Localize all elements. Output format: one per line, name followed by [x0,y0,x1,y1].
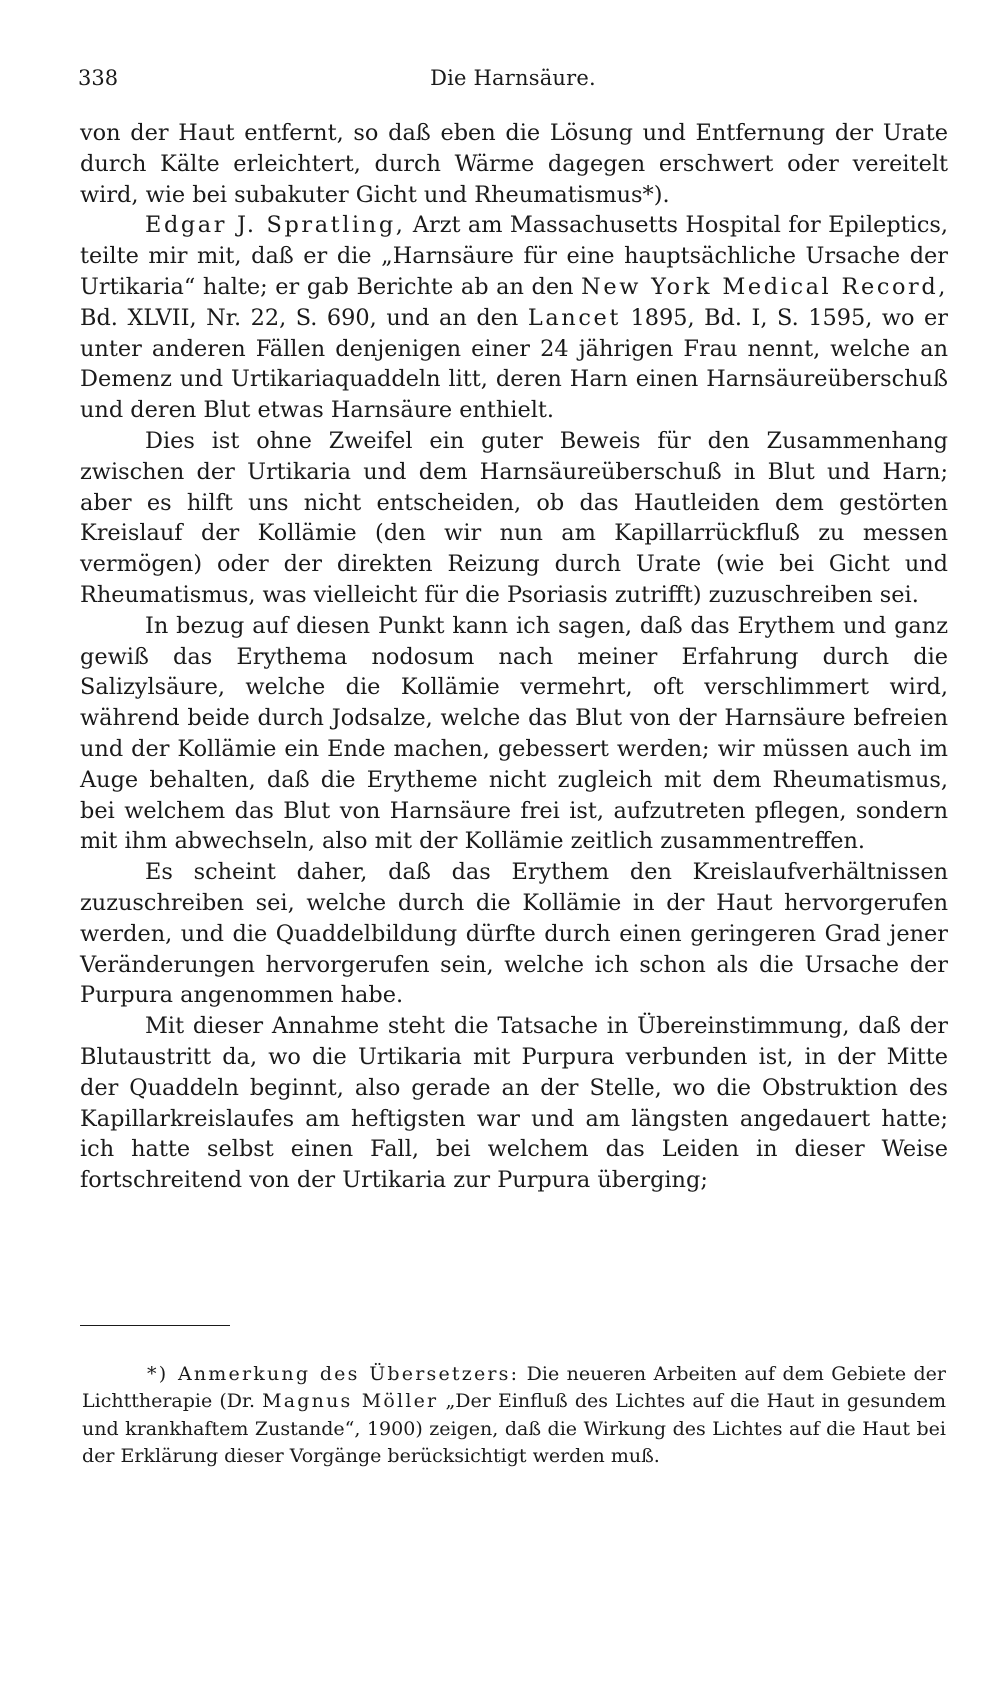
paragraph-3: Dies ist ohne Zweifel ein guter Beweis für den Zusammenhang zwischen der Urtikaria und dem Harnsäureüberschuß in Blut und Harn; aber es hilft uns nicht entscheiden, ob das Hautleiden dem gestörten Kreislauf der Kollämie (den wir nun am Kapillarrückfluß zu messen vermögen) oder der direkten Reizung durch Urate (wie bei Gicht und Rheumatismus, was vielleicht für die Psoriasis zutrifft) zuzuschreiben sei. [80,427,948,608]
journal-name-record: New York Medical Record, [581,273,948,300]
footnote-label: *) Anmerkung des Übersetzers: [147,1363,520,1385]
body-text [80,118,948,1196]
paragraph-2-text-a: Arzt am Massachusetts Hospital for Epileptics, teilte mir mit, daß er die „Harnsäure für eine hauptsächliche Ursache der Urtikaria“ halte; er gab Berichte ab an den [80,212,948,300]
footnote-divider [80,1325,230,1326]
running-title: Die Harnsäure. [430,66,596,90]
paragraph-5: Es scheint daher, daß das Erythem den Kreislaufverhältnissen zuzuschreiben sei, welche durch die Kollämie in der Haut hervorgerufen werden, und die Quaddelbildung dürfte durch einen geringeren Grad jener Veränderungen hervorgerufen sein, welche ich schon als die Ursache der Purpura angenommen habe. [80,859,948,1009]
paragraph-2-text-c: 1895, Bd. I, S. 1595, wo er unter anderen Fällen denjenigen einer 24 jährigen Frau nennt, welche an Demenz und Urtikariaquaddeln litt, deren Harn einen Harnsäureüberschuß und deren Blut etwas Harnsäure enthielt. [80,304,948,424]
footnote-text-b: „Der Einfluß des Lichtes auf die Haut in gesundem und krankhaftem Zustande“, 1900) zeigen, daß die Wirkung des Lichtes auf die Haut bei der Erklärung dieser Vorgänge berücksichtigt werden muß. [82,1390,946,1468]
paragraph-4: In bezug auf diesen Punkt kann ich sagen, daß das Erythem und ganz gewiß das Erythema nodosum nach meiner Erfahrung durch die Salizylsäure, welche die Kollämie vermehrt, oft verschlimmert wird, während beide durch Jodsalze, welche das Blut von der Harnsäure befreien und der Kollämie ein Ende machen, gebessert werden; wir müssen auch im Auge behalten, daß die Erytheme nicht zugleich mit dem Rheumatismus, bei welchem das Blut von Harnsäure frei ist, aufzutreten pflegen, sondern mit ihm abwechseln, also mit der Kollämie zeitlich zusammentreffen. [80,612,948,855]
paragraph-1: von der Haut entfernt, so daß eben die Lösung und Entfernung der Urate durch Kälte erleichtert, durch Wärme dagegen erschwert oder vereitelt wird, wie bei subakuter Gicht und Rheumatismus*). [80,120,948,208]
paragraph-2 [80,210,948,426]
paragraph-2-text-b: Bd. XLVII, Nr. 22, S. 690, und an den [80,304,528,331]
journal-name-lancet: Lancet [527,304,621,331]
footnote-text-a: Die neueren Arbeiten auf dem Gebiete der Lichttherapie (Dr. [82,1363,947,1413]
page-number: 338 [78,66,119,90]
running-head [78,66,948,96]
footnote [82,1361,946,1471]
footnote-person-name: Magnus Möller [262,1390,439,1413]
paragraph-6: Mit dieser Annahme steht die Tatsache in Übereinstimmung, daß der Blutaustritt da, wo die Urtikaria mit Purpura verbunden ist, in der Mitte der Quaddeln beginnt, also gerade an der Stelle, wo die Obstruktion des Kapillarkreislaufes am heftigsten war und am längsten angedauert hatte; ich hatte selbst einen Fall, bei welchem das Leiden in dieser Weise fortschreitend von der Urtikaria zur Purpura überging; [80,1013,948,1194]
author-name: Edgar J. Spratling, [145,212,406,239]
